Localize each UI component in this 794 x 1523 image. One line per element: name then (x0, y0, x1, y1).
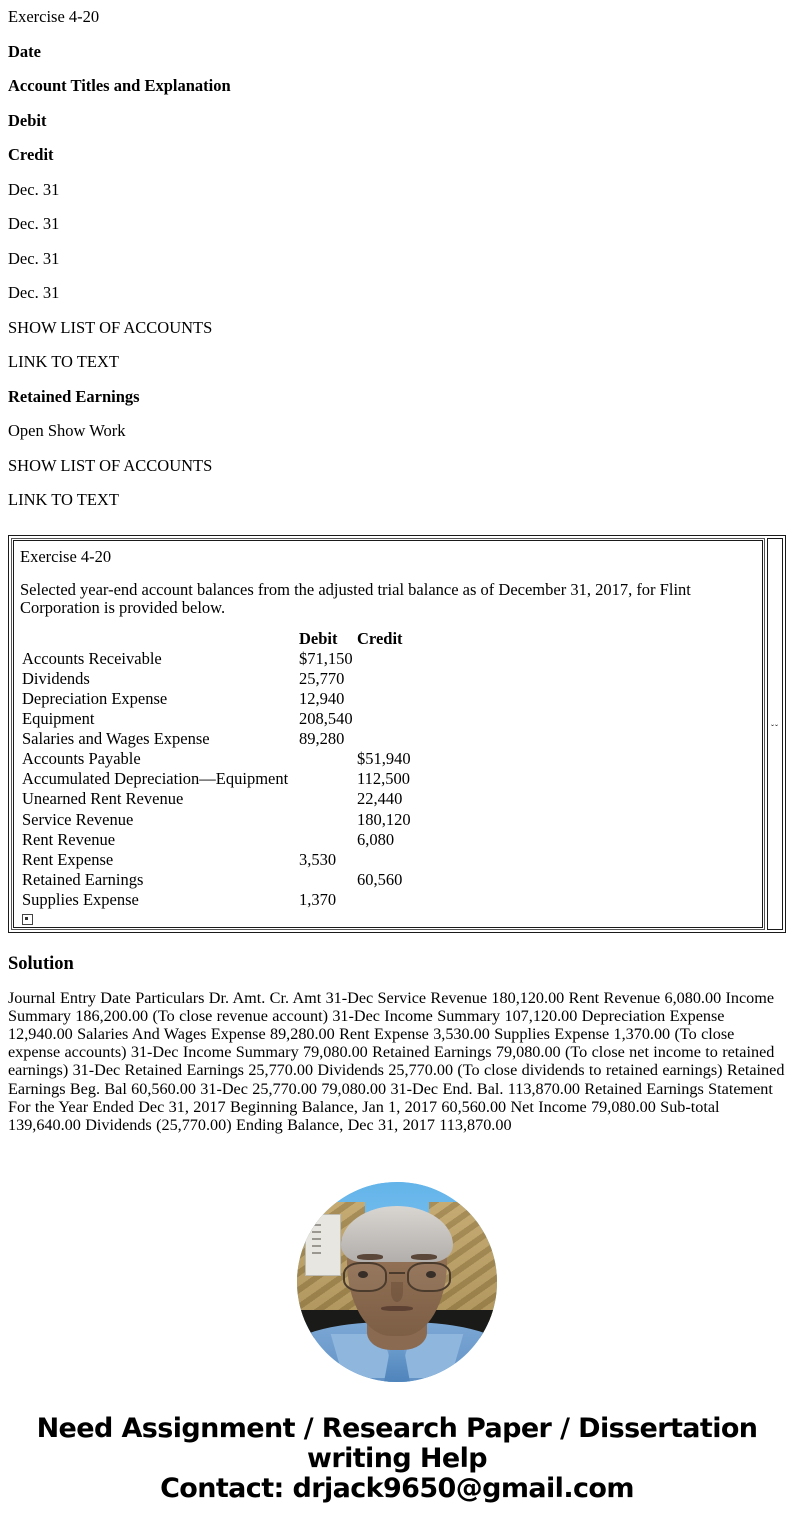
journal-row-date-1: Dec. 31 (8, 179, 60, 199)
th-credit: Credit (357, 628, 403, 648)
cell-account: Rent Expense (22, 849, 114, 869)
line-exercise-label: Exercise 4-20 (8, 7, 100, 26)
section-heading-retained-earnings: Retained Earnings (8, 386, 140, 406)
cell-account: Supplies Expense (22, 889, 139, 909)
cell-debit: 89,280 (299, 729, 345, 749)
problem-statement-frame (8, 535, 786, 934)
question-text-block (8, 0, 786, 518)
cell-credit (357, 729, 417, 749)
cell-credit (357, 850, 417, 870)
cell-account: Salaries and Wages Expense (22, 729, 210, 749)
cell-debit: 3,530 (299, 849, 337, 869)
column-header-account-titles: Account Titles and Explanation (8, 76, 231, 95)
cell-account: Accumulated Depreciation—Equipment (22, 769, 289, 789)
cell-debit: 1,370 (299, 889, 337, 909)
avatar-mouth (381, 1306, 413, 1311)
table-row (20, 749, 417, 769)
cell-account: Equipment (22, 709, 95, 729)
table-row (20, 649, 417, 669)
cell-credit (357, 669, 417, 689)
cta-line-1: Need Assignment / Research Paper / Dissertation (36, 1413, 758, 1445)
solution-body-text: Journal Entry Date Particulars Dr. Amt. Cr. Amt 31-Dec Service Revenue 180,120.00 Rent Revenue 6,080.00 Income Summary 186,200.00 (To close revenue account) 31-Dec Income Summary 107,120.00 Depreciation Expense 12,940.00 Salaries And Wages Expense 89,280.00 Rent Expense 3,530.00 Supplies Expense 1,370.00 (To close expense accounts) 31-Dec Income Summary 79,080.00 Retained Earnings 79,080.00 (To close net income to retained earnings) 31-Dec Retained Earnings 25,770.00 Dividends 25,770.00 (To close dividends to retained earnings) Retained Earnings Beg. Bal 60,560.00 31-Dec 25,770.00 79,080.00 31-Dec End. Bal. 113,870.00 Retained Earnings Statement For the Year Ended Dec 31, 2017 Beginning Balance, Jan 1, 2017 60,560.00 Net Income 79,080.00 Sub-total 139,640.00 Dividends (25,770.00) Ending Balance, Dec 31, 2017 113,870.00 (8, 988, 785, 1134)
cell-credit: 22,440 (357, 789, 403, 809)
cell-credit: $51,940 (357, 749, 411, 769)
cell-account: Rent Revenue (22, 829, 116, 849)
box-problem-description: Selected year-end account balances from the adjusted trial balance as of December 31, 2017, for Flint Corporation is provided below. (20, 579, 691, 617)
cell-debit (299, 789, 357, 809)
cell-credit: 60,560 (357, 869, 403, 889)
cell-debit (299, 830, 357, 850)
cell-credit (357, 890, 417, 910)
avatar-container (8, 1182, 786, 1382)
table-row (20, 830, 417, 850)
th-account (20, 629, 299, 649)
table-row (20, 689, 417, 709)
cell-debit (299, 870, 357, 890)
cell-debit (299, 749, 357, 769)
link-to-text-link-1[interactable]: LINK TO TEXT (8, 352, 119, 371)
cell-account: Dividends (22, 668, 90, 688)
cell-debit (299, 810, 357, 830)
table-row (20, 890, 417, 910)
resize-handle-icon[interactable] (22, 914, 33, 925)
journal-row-date-3: Dec. 31 (8, 248, 60, 268)
table-row (20, 810, 417, 830)
cell-debit: $71,150 (299, 648, 353, 668)
table-body (20, 649, 417, 910)
column-header-date: Date (8, 41, 41, 61)
avatar (297, 1182, 497, 1382)
problem-statement-frame-inset (11, 538, 765, 931)
cta-block (8, 1414, 786, 1504)
cell-debit: 208,540 (299, 709, 353, 729)
solution-heading: Solution (8, 954, 74, 975)
problem-statement-viewport (13, 540, 763, 929)
cell-credit: 180,120 (357, 809, 411, 829)
cell-account: Unearned Rent Revenue (22, 789, 184, 809)
avatar-eyeglass-left (343, 1262, 387, 1292)
table-row (20, 870, 417, 890)
cell-account: Depreciation Expense (22, 688, 168, 708)
open-show-work-link[interactable]: Open Show Work (8, 421, 126, 440)
cell-debit (299, 769, 357, 789)
avatar-eyeglass-bridge (389, 1272, 405, 1274)
cell-credit (357, 649, 417, 669)
show-list-of-accounts-link-2[interactable]: SHOW LIST OF ACCOUNTS (8, 455, 213, 475)
box-exercise-label: Exercise 4-20 (20, 546, 112, 566)
table-header-row (20, 629, 417, 649)
scrollbar-thumb-marker[interactable]: ˇˇ (771, 722, 779, 733)
avatar-eyeglass-right (407, 1262, 451, 1292)
cell-credit (357, 689, 417, 709)
table-row (20, 729, 417, 749)
cell-account: Accounts Receivable (22, 648, 162, 668)
avatar-eyebrow-right (411, 1254, 437, 1260)
cta-line-2: writing Help (307, 1443, 487, 1475)
table-row (20, 669, 417, 689)
cell-debit: 25,770 (299, 668, 345, 688)
cell-credit: 112,500 (357, 769, 411, 789)
cta-contact-email[interactable]: Contact: drjack9650@gmail.com (160, 1473, 634, 1505)
cell-debit: 12,940 (299, 688, 345, 708)
avatar-eyebrow-left (357, 1254, 383, 1260)
cell-account: Accounts Payable (22, 749, 141, 769)
show-list-of-accounts-link-1[interactable]: SHOW LIST OF ACCOUNTS (8, 317, 213, 337)
journal-row-date-4: Dec. 31 (8, 283, 60, 302)
column-header-credit: Credit (8, 145, 54, 164)
column-header-debit: Debit (8, 110, 47, 130)
table-row (20, 769, 417, 789)
cell-credit (357, 709, 417, 729)
table-row (20, 709, 417, 729)
cell-credit: 6,080 (357, 829, 395, 849)
adjusted-trial-balance-table (20, 629, 417, 910)
cell-account: Retained Earnings (22, 869, 144, 889)
avatar-nose (391, 1282, 403, 1302)
link-to-text-link-2[interactable]: LINK TO TEXT (8, 490, 119, 509)
th-debit: Debit (299, 628, 338, 648)
cell-account: Service Revenue (22, 809, 134, 829)
vertical-scrollbar[interactable] (767, 538, 783, 931)
table-row (20, 789, 417, 809)
avatar-background-switch-panel (305, 1214, 341, 1276)
journal-row-date-2: Dec. 31 (8, 214, 60, 233)
table-row (20, 850, 417, 870)
